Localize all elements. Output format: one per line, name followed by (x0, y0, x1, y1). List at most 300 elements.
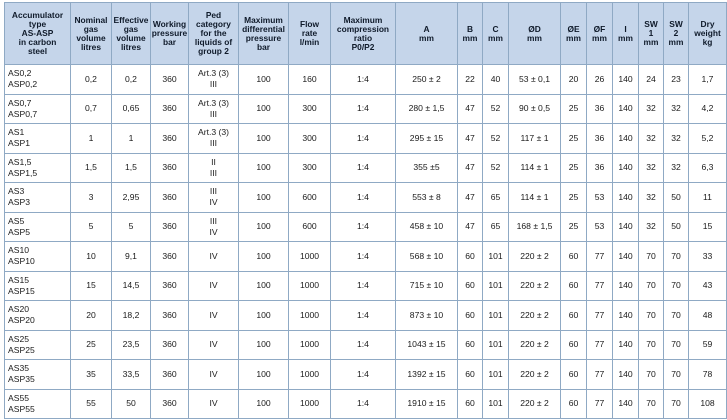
sw2-cell (664, 242, 689, 272)
dim-b-value: 60 (465, 280, 475, 291)
ped-category-value: II (211, 156, 216, 167)
header-text-line: Accumulator (11, 10, 64, 20)
ped-category-value: IV (209, 368, 218, 379)
dim-d-cell (509, 360, 561, 390)
effective-volume-value: 18,2 (122, 309, 140, 320)
compression-ratio-cell (331, 389, 396, 419)
dim-c-value: 52 (490, 162, 501, 173)
sw2-value: 70 (671, 250, 681, 261)
dim-e-value: 60 (568, 398, 579, 409)
dry-weight-cell (689, 360, 727, 390)
effective-volume-cell (112, 94, 151, 124)
dim-c-value: 101 (488, 339, 503, 350)
compression-ratio-cell (331, 124, 396, 154)
header-nominal-volume (71, 3, 112, 65)
header-dim-f (587, 3, 613, 65)
dim-e-cell (561, 242, 587, 272)
dry-weight-cell (689, 94, 727, 124)
table-row (5, 183, 727, 213)
effective-volume-cell (112, 301, 151, 331)
dim-f-value: 53 (594, 221, 605, 232)
header-text-line: kg (702, 37, 713, 47)
nominal-volume-value: 25 (86, 339, 96, 350)
dim-e-cell (561, 65, 587, 95)
effective-volume-cell (112, 389, 151, 419)
dim-b-value: 47 (465, 191, 475, 202)
model-name: AS3 (8, 186, 25, 197)
flow-rate-cell (289, 153, 331, 183)
dim-c-value: 52 (490, 132, 501, 143)
flow-rate-cell (289, 242, 331, 272)
dim-e-value: 25 (568, 162, 579, 173)
effective-volume-value: 1 (128, 132, 134, 143)
flow-rate-value: 300 (302, 162, 317, 173)
dim-e-value: 60 (568, 309, 579, 320)
dim-i-cell (613, 94, 639, 124)
header-text-line: AS-ASP (21, 28, 54, 38)
dim-f-value: 77 (594, 309, 605, 320)
dry-weight-value: 43 (702, 280, 713, 291)
ped-category-cell (189, 389, 239, 419)
dim-c-cell (483, 389, 509, 419)
table-row (5, 360, 727, 390)
dim-e-value: 20 (568, 73, 579, 84)
working-pressure-cell (151, 212, 189, 242)
flow-rate-value: 160 (302, 73, 317, 84)
sw1-cell (639, 242, 664, 272)
dim-c-value: 101 (488, 280, 503, 291)
model-name: ASP20 (8, 315, 35, 326)
dim-b-value: 22 (465, 73, 475, 84)
max-diff-pressure-cell (239, 242, 289, 272)
working-pressure-value: 360 (162, 162, 177, 173)
header-ped-category (189, 3, 239, 65)
nominal-volume-value: 1,5 (85, 162, 97, 173)
flow-rate-value: 600 (302, 221, 317, 232)
flow-rate-cell (289, 330, 331, 360)
ped-category-value: III (209, 108, 218, 119)
dim-d-value: 114 ± 1 (520, 191, 549, 202)
header-text-line: Maximum (244, 14, 283, 25)
dim-i-value: 140 (618, 339, 633, 350)
working-pressure-value: 360 (162, 398, 177, 409)
dim-c-value: 101 (488, 398, 503, 409)
dim-f-cell (587, 94, 613, 124)
max-diff-pressure-value: 100 (256, 309, 271, 320)
dim-d-value: 117 ± 1 (520, 132, 549, 143)
nominal-volume-cell (71, 242, 112, 272)
dim-i-value: 140 (618, 280, 633, 291)
sw1-cell (639, 301, 664, 331)
compression-ratio-value: 1:4 (357, 250, 369, 261)
ped-category-value: IV (209, 250, 218, 261)
dim-i-cell (613, 271, 639, 301)
max-diff-pressure-cell (239, 330, 289, 360)
working-pressure-cell (151, 65, 189, 95)
table-row (5, 65, 727, 95)
sw1-value: 32 (646, 132, 656, 143)
dim-e-cell (561, 271, 587, 301)
header-dry-weight (689, 3, 727, 65)
ped-category-value: III (209, 138, 218, 149)
dim-e-value: 25 (568, 132, 579, 143)
dim-d-cell (509, 301, 561, 331)
dim-i-cell (613, 124, 639, 154)
sw1-value: 70 (646, 280, 656, 291)
dim-b-cell (458, 212, 483, 242)
model-name: AS25 (8, 333, 30, 344)
dim-i-cell (613, 212, 639, 242)
model-cell (5, 183, 71, 213)
working-pressure-cell (151, 301, 189, 331)
max-diff-pressure-cell (239, 65, 289, 95)
dry-weight-cell (689, 183, 727, 213)
dim-i-cell (613, 242, 639, 272)
dim-b-value: 60 (465, 309, 475, 320)
dim-a-cell (396, 212, 458, 242)
ped-category-value: III (209, 215, 218, 226)
dim-c-cell (483, 360, 509, 390)
dim-i-cell (613, 330, 639, 360)
working-pressure-value: 360 (162, 221, 177, 232)
model-name: AS10 (8, 245, 30, 256)
effective-volume-value: 0,65 (122, 103, 140, 114)
max-diff-pressure-cell (239, 389, 289, 419)
max-diff-pressure-value: 100 (256, 73, 271, 84)
dry-weight-cell (689, 212, 727, 242)
sw2-cell (664, 212, 689, 242)
table-row (5, 330, 727, 360)
max-diff-pressure-value: 100 (256, 191, 271, 202)
dim-a-value: 1043 ± 15 (407, 339, 446, 350)
max-diff-pressure-cell (239, 271, 289, 301)
max-diff-pressure-value: 100 (256, 162, 271, 173)
dim-b-cell (458, 65, 483, 95)
flow-rate-value: 600 (302, 191, 317, 202)
max-diff-pressure-value: 100 (256, 221, 271, 232)
dry-weight-cell (689, 242, 727, 272)
dry-weight-cell (689, 330, 727, 360)
dim-c-value: 40 (490, 73, 501, 84)
model-name: AS1 (8, 127, 25, 138)
dim-f-value: 36 (594, 162, 605, 173)
sw1-cell (639, 183, 664, 213)
dim-b-cell (458, 124, 483, 154)
header-text-line: Ped (205, 10, 222, 20)
ped-category-cell (189, 153, 239, 183)
header-effective-volume (112, 3, 151, 65)
max-diff-pressure-value: 100 (256, 132, 271, 143)
model-cell (5, 94, 71, 124)
sw1-cell (639, 212, 664, 242)
ped-category-cell (189, 301, 239, 331)
sw1-cell (639, 65, 664, 95)
nominal-volume-value: 55 (86, 398, 96, 409)
flow-rate-cell (289, 124, 331, 154)
dry-weight-value: 33 (702, 250, 713, 261)
dim-f-value: 53 (594, 191, 605, 202)
dim-d-cell (509, 183, 561, 213)
working-pressure-value: 360 (162, 309, 177, 320)
flow-rate-cell (289, 94, 331, 124)
dim-e-cell (561, 360, 587, 390)
ped-category-value: III (209, 186, 218, 197)
dim-c-value: 101 (488, 250, 503, 261)
max-diff-pressure-cell (239, 94, 289, 124)
dim-d-cell (509, 242, 561, 272)
dim-a-value: 553 ± 8 (412, 191, 441, 202)
model-name: ASP15 (8, 285, 35, 296)
nominal-volume-value: 0,7 (85, 103, 97, 114)
header-text-line: litres (120, 41, 142, 52)
dim-b-cell (458, 153, 483, 183)
model-name: ASP0,7 (8, 108, 38, 119)
effective-volume-cell (112, 330, 151, 360)
dim-d-value: 220 ± 2 (520, 398, 549, 409)
dim-a-cell (396, 271, 458, 301)
header-dim-c (483, 3, 509, 65)
dry-weight-value: 1,7 (701, 73, 714, 84)
dim-e-value: 25 (568, 191, 579, 202)
dim-d-cell (509, 389, 561, 419)
sw1-cell (639, 360, 664, 390)
dim-e-cell (561, 212, 587, 242)
working-pressure-value: 360 (162, 132, 177, 143)
ped-category-value: Art.3 (3) (197, 68, 230, 79)
header-sw1 (639, 3, 664, 65)
model-name: ASP55 (8, 403, 35, 414)
table-row (5, 124, 727, 154)
model-name: ASP3 (8, 197, 30, 208)
dim-c-cell (483, 65, 509, 95)
sw1-cell (639, 94, 664, 124)
working-pressure-cell (151, 360, 189, 390)
table-row (5, 301, 727, 331)
header-row (5, 3, 727, 65)
flow-rate-value: 1000 (299, 250, 320, 261)
nominal-volume-cell (71, 65, 112, 95)
dim-a-value: 355 ±5 (413, 162, 440, 173)
dim-b-value: 60 (465, 398, 475, 409)
effective-volume-value: 1,5 (125, 162, 137, 173)
header-text-line: Dry (700, 19, 715, 29)
effective-volume-value: 50 (126, 398, 136, 409)
ped-category-value: IV (209, 226, 218, 237)
nominal-volume-cell (71, 124, 112, 154)
dim-e-cell (561, 153, 587, 183)
ped-category-value: IV (209, 280, 218, 291)
ped-category-cell (189, 360, 239, 390)
header-text-line: SW (644, 19, 658, 29)
dim-c-value: 101 (488, 368, 503, 379)
dim-i-value: 140 (618, 103, 633, 114)
header-text-line: P0/P2 (351, 41, 375, 52)
max-diff-pressure-value: 100 (256, 250, 271, 261)
dim-f-cell (587, 301, 613, 331)
effective-volume-cell (112, 271, 151, 301)
compression-ratio-value: 1:4 (357, 221, 369, 232)
table-row (5, 271, 727, 301)
dim-a-cell (396, 330, 458, 360)
header-accumulator-type (5, 3, 71, 65)
table-row (5, 389, 727, 419)
ped-category-cell (189, 242, 239, 272)
dim-f-value: 77 (594, 250, 605, 261)
dim-i-value: 140 (618, 132, 633, 143)
dim-d-value: 168 ± 1,5 (516, 221, 553, 232)
model-cell (5, 124, 71, 154)
effective-volume-cell (112, 153, 151, 183)
sw2-value: 70 (671, 309, 681, 320)
table-row (5, 94, 727, 124)
sw1-value: 32 (646, 221, 656, 232)
model-cell (5, 212, 71, 242)
dim-a-cell (396, 183, 458, 213)
sw1-cell (639, 124, 664, 154)
header-dim-i (613, 3, 639, 65)
header-text-line: 1 (648, 28, 654, 38)
dry-weight-cell (689, 124, 727, 154)
dim-d-cell (509, 153, 561, 183)
header-text-line: gas (83, 23, 99, 34)
dim-f-value: 77 (594, 368, 605, 379)
dim-i-cell (613, 360, 639, 390)
dim-a-value: 1910 ± 15 (407, 398, 446, 409)
dim-e-cell (561, 183, 587, 213)
compression-ratio-value: 1:4 (357, 280, 369, 291)
compression-ratio-cell (331, 183, 396, 213)
effective-volume-cell (112, 124, 151, 154)
effective-volume-value: 0,2 (125, 73, 137, 84)
sw1-value: 32 (646, 162, 656, 173)
dim-e-cell (561, 124, 587, 154)
flow-rate-cell (289, 301, 331, 331)
header-text-line: B (466, 23, 474, 34)
nominal-volume-cell (71, 183, 112, 213)
compression-ratio-cell (331, 212, 396, 242)
dim-a-value: 250 ± 2 (412, 73, 441, 84)
model-name: ASP10 (8, 256, 35, 267)
effective-volume-cell (112, 360, 151, 390)
header-text-line: group 2 (198, 46, 229, 56)
working-pressure-value: 360 (162, 339, 177, 350)
header-text-line: category (196, 19, 231, 29)
model-cell (5, 242, 71, 272)
table-row (5, 153, 727, 183)
compression-ratio-cell (331, 301, 396, 331)
ped-category-value: Art.3 (3) (197, 127, 230, 138)
dry-weight-value: 5,2 (701, 132, 714, 143)
working-pressure-cell (151, 124, 189, 154)
dim-b-value: 47 (465, 103, 475, 114)
compression-ratio-value: 1:4 (357, 103, 369, 114)
flow-rate-cell (289, 65, 331, 95)
dim-b-value: 60 (465, 339, 475, 350)
dry-weight-cell (689, 271, 727, 301)
ped-category-cell (189, 124, 239, 154)
nominal-volume-value: 1 (88, 132, 94, 143)
compression-ratio-value: 1:4 (357, 339, 369, 350)
header-text-line: SW (669, 19, 683, 29)
header-text-line: bar (256, 41, 271, 52)
compression-ratio-cell (331, 94, 396, 124)
nominal-volume-value: 10 (86, 250, 96, 261)
model-name: ASP1 (8, 138, 30, 149)
dim-d-cell (509, 271, 561, 301)
working-pressure-value: 360 (162, 103, 177, 114)
flow-rate-value: 1000 (299, 368, 320, 379)
table-body (5, 65, 727, 419)
nominal-volume-cell (71, 153, 112, 183)
model-name: ASP0,2 (8, 79, 38, 90)
dim-e-cell (561, 94, 587, 124)
dim-f-cell (587, 65, 613, 95)
max-diff-pressure-value: 100 (256, 398, 271, 409)
dim-f-value: 36 (594, 103, 605, 114)
header-compression-ratio (331, 3, 396, 65)
effective-volume-value: 5 (128, 221, 134, 232)
dim-b-cell (458, 271, 483, 301)
dim-c-cell (483, 153, 509, 183)
dim-c-cell (483, 124, 509, 154)
model-cell (5, 153, 71, 183)
sw2-value: 23 (671, 73, 681, 84)
dim-d-value: 53 ± 0,1 (519, 73, 550, 84)
max-diff-pressure-cell (239, 124, 289, 154)
dim-f-cell (587, 389, 613, 419)
compression-ratio-value: 1:4 (357, 368, 369, 379)
header-text-line: pressure (151, 28, 188, 38)
dim-e-cell (561, 389, 587, 419)
header-text-line: type (28, 19, 47, 29)
dim-f-cell (587, 360, 613, 390)
working-pressure-cell (151, 389, 189, 419)
dim-a-value: 1392 ± 15 (407, 368, 446, 379)
dim-a-cell (396, 94, 458, 124)
header-text-line: for the (200, 28, 227, 38)
max-diff-pressure-cell (239, 360, 289, 390)
sw1-value: 24 (646, 73, 656, 84)
header-text-line: mm (668, 37, 684, 47)
nominal-volume-value: 15 (86, 280, 96, 291)
ped-category-cell (189, 94, 239, 124)
dim-b-cell (458, 94, 483, 124)
dim-e-value: 25 (568, 103, 579, 114)
dim-e-value: 60 (568, 280, 579, 291)
sw2-value: 32 (671, 132, 681, 143)
dim-b-value: 47 (465, 221, 475, 232)
header-text-line: in carbon (18, 37, 57, 47)
header-dim-e (561, 3, 587, 65)
sw1-cell (639, 330, 664, 360)
model-name: AS5 (8, 215, 25, 226)
header-text-line: ØD (528, 23, 541, 34)
sw2-cell (664, 389, 689, 419)
dim-c-value: 52 (490, 103, 501, 114)
header-text-line: gas (123, 23, 139, 34)
model-cell (5, 301, 71, 331)
dim-d-value: 114 ± 1 (520, 162, 549, 173)
compression-ratio-cell (331, 242, 396, 272)
header-text-line: volume (76, 32, 106, 43)
compression-ratio-value: 1:4 (357, 398, 369, 409)
effective-volume-value: 33,5 (122, 368, 140, 379)
sw1-cell (639, 271, 664, 301)
header-text-line: mm (462, 32, 478, 43)
dim-b-value: 60 (465, 250, 475, 261)
sw1-value: 70 (646, 250, 656, 261)
header-flow-rate (289, 3, 331, 65)
